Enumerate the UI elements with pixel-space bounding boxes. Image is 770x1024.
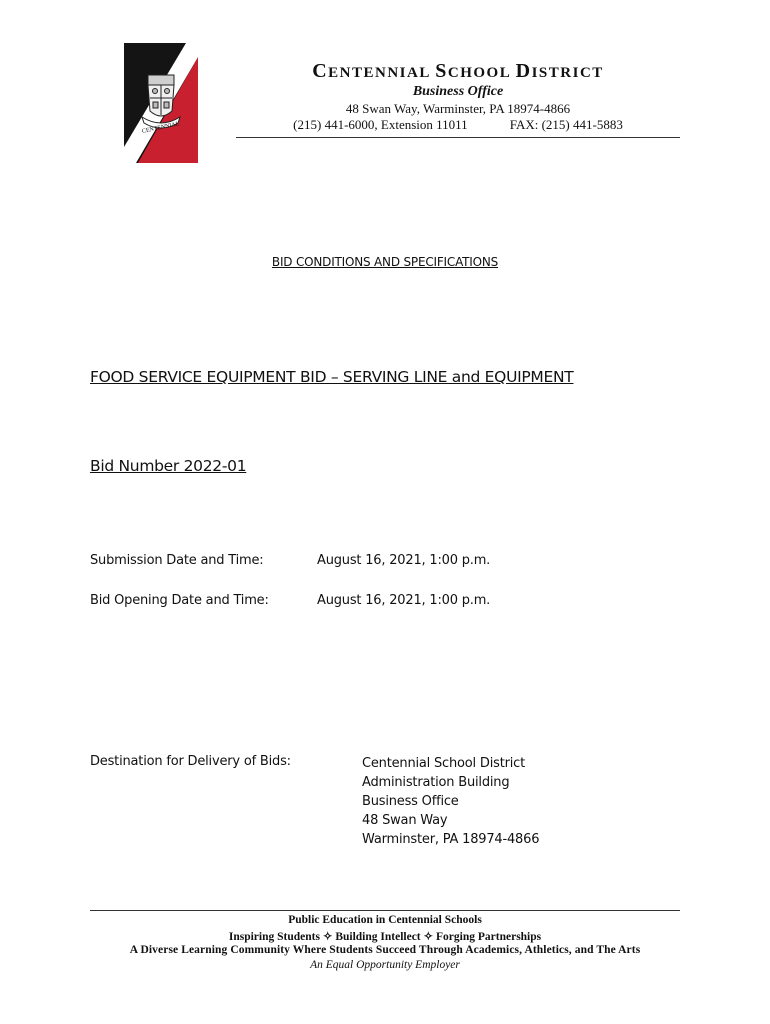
phone-number: (215) 441-6000, Extension 11011 [293,117,468,132]
district-logo [124,43,198,163]
logo-lettering: CENTENNIAL [141,121,181,135]
header-divider [236,137,680,138]
office-name: Business Office [412,84,504,99]
office-address: 48 Swan Way, Warminster, PA 18974-4866 [345,101,571,116]
footer-tagline: Public Education in Centennial Schools [288,914,482,926]
footer-mission: A Diverse Learning Community Where Students Succeed Through Academics, Athletics, and The Arts [129,944,641,956]
destination-line: Centennial School District [362,756,525,771]
submission-value: August 16, 2021, 1:00 p.m. [317,553,491,568]
opening-label: Bid Opening Date and Time: [90,593,269,608]
destination-address [362,754,539,849]
destination-line: Administration Building [362,775,510,790]
district-name: CENTENNIAL SCHOOL DISTRICT [312,60,604,82]
opening-value: August 16, 2021, 1:00 p.m. [317,593,491,608]
destination-line: Business Office [362,794,459,809]
destination-line: 48 Swan Way [362,813,448,828]
footer-motto: Inspiring Students ✧ Building Intellect ✧ Forging Partnerships [228,931,542,943]
footer-divider [90,910,680,911]
contact-line [236,117,680,133]
submission-label: Submission Date and Time: [90,553,264,568]
document-heading: BID CONDITIONS AND SPECIFICATIONS [271,255,499,269]
diamond-icon: ✧ [423,931,434,943]
destination-line: Warminster, PA 18974-4866 [362,832,540,847]
bid-number: Bid Number 2022-01 [90,457,247,475]
fax-number: FAX: (215) 441-5883 [509,117,623,132]
diamond-icon: ✧ [322,931,333,943]
destination-label: Destination for Delivery of Bids: [90,754,291,769]
footer-eoe: An Equal Opportunity Employer [310,959,460,971]
bid-title: FOOD SERVICE EQUIPMENT BID – SERVING LINE and EQUIPMENT [90,368,574,386]
